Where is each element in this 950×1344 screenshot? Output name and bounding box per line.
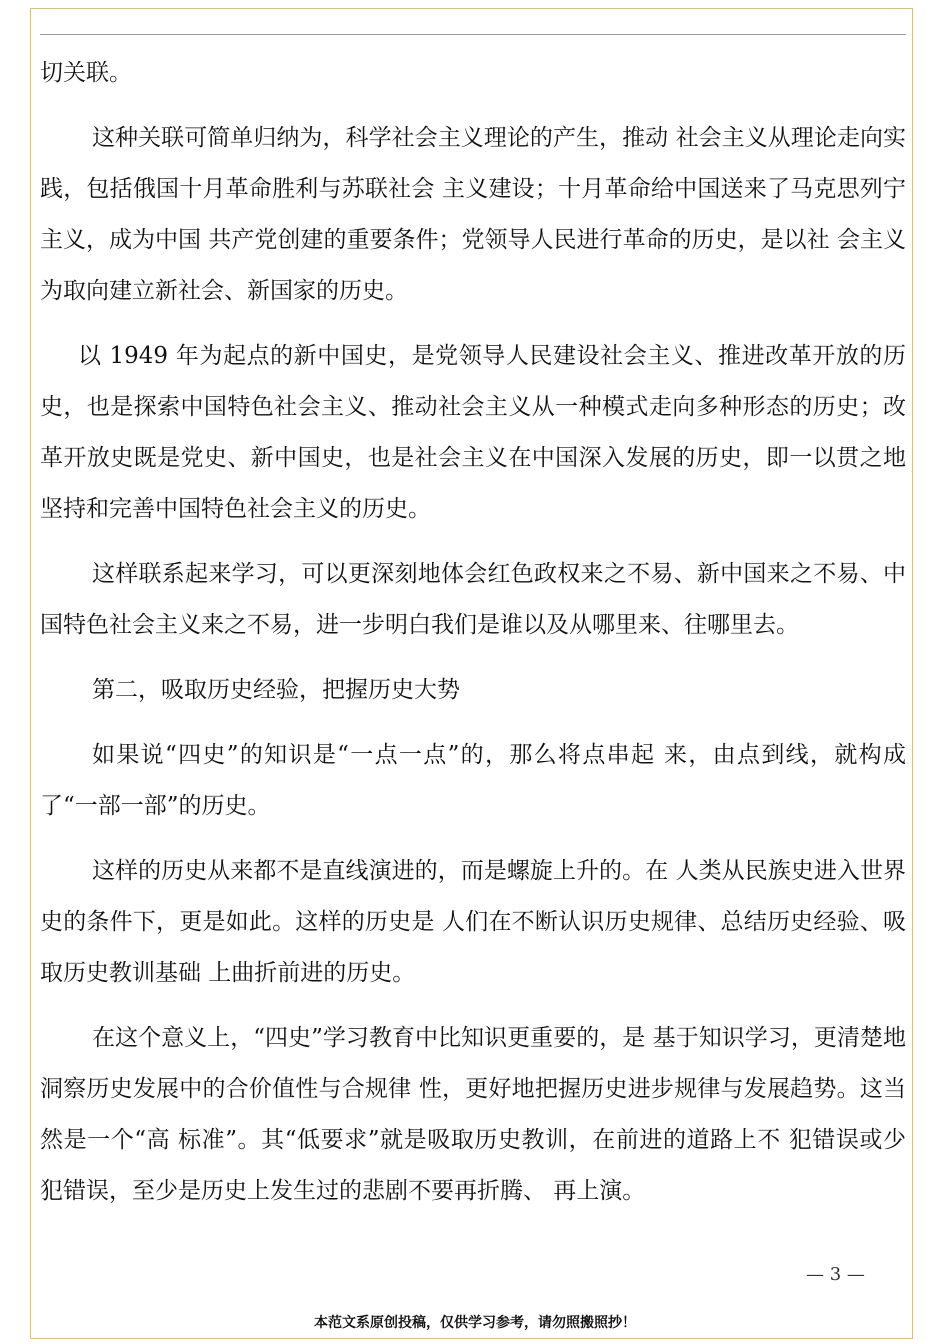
paragraph-7: 在这个意义上，“四史”学习教育中比知识更重要的，是 基于知识学习，更清楚地洞察历史发展中的合价值性与合规律 性，更好地把握历史进步规律与发展趋势。这当然是一个“高 标准”。其“低要求”就是吸取历史教训，在前进的道路上不 犯错误或少犯错误，至少是历史上发生过的悲剧不要再折腾、 再上演。	[40, 1025, 906, 1204]
header-rule	[40, 34, 906, 35]
paragraph-4: 这样联系起来学习，可以更深刻地体会红色政权来之不易、新中国来之不易、中国特色社会主义来之不易，进一步明白我们是谁以及从哪里来、往哪里去。	[40, 561, 906, 638]
document-body	[40, 48, 906, 1217]
section-heading: 第二，吸取历史经验，把握历史大势	[92, 677, 460, 703]
footer-note: 本范文系原创投稿，仅供学习参考，请勿照搬照抄！	[314, 1315, 636, 1331]
paragraph-3: 以 1949 年为起点的新中国史，是党领导人民建设社会主义、推进改革开放的历史，也是探索中国特色社会主义、推动社会主义从一种模式走向多种形态的历史；改革开放史既是党史、新中国史，也是社会主义在中国深入发展的历史，即一以贯之地坚持和完善中国特色社会主义的历史。	[40, 343, 906, 522]
paragraph-1: 切关联。	[40, 60, 132, 86]
page-number: — 3 —	[806, 1264, 865, 1285]
paragraph-6: 这样的历史从来都不是直线演进的，而是螺旋上升的。在 人类从民族史进入世界史的条件下，更是如此。这样的历史是 人们在不断认识历史规律、总结历史经验、吸取历史教训基础 上曲折前进的历史。	[40, 858, 906, 986]
paragraph-5: 如果说“四史”的知识是“一点一点”的，那么将点串起 来，由点到线，就构成了“一部一部”的历史。	[40, 742, 906, 819]
paragraph-2: 这种关联可简单归纳为，科学社会主义理论的产生，推动 社会主义从理论走向实践，包括俄国十月革命胜利与苏联社会 主义建设；十月革命给中国送来了马克思列宁主义，成为中国 共产党创建的重要条件；党领导人民进行革命的历史，是以社 会主义为取向建立新社会、新国家的历史。	[40, 125, 906, 304]
